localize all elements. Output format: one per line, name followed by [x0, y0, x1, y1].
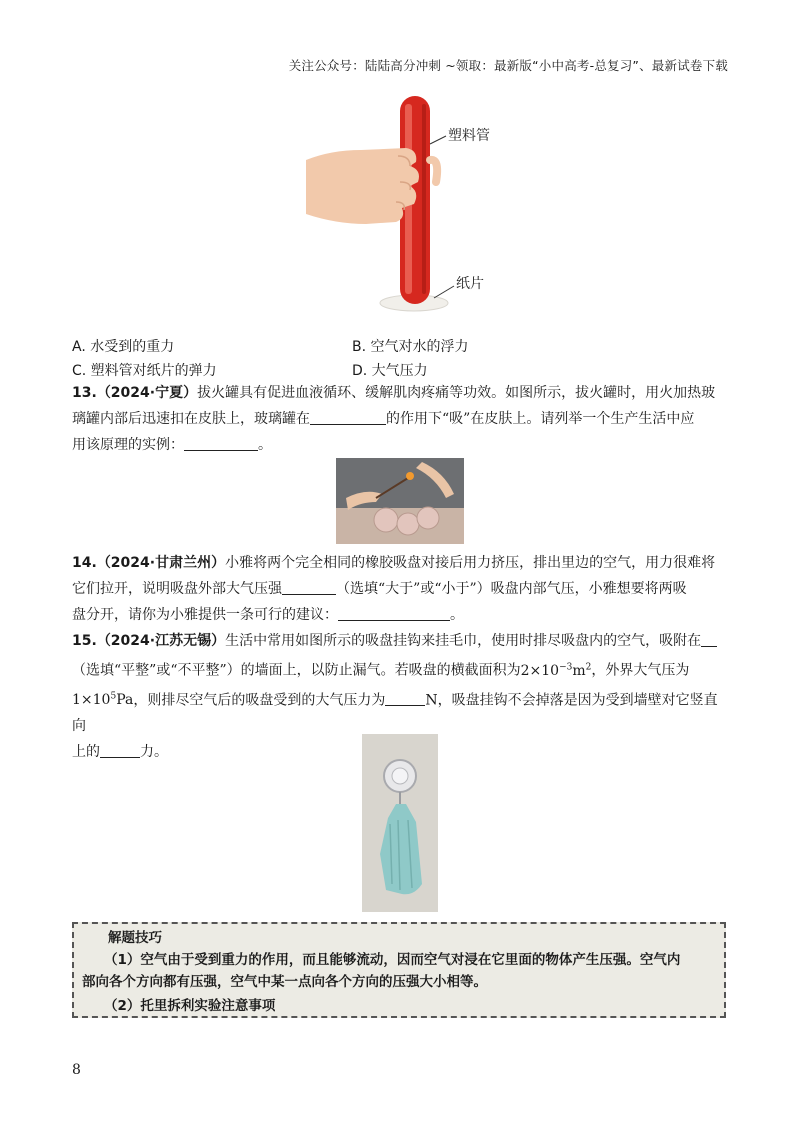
question-text: 用该原理的实例：: [72, 437, 184, 453]
tube-label: 塑料管: [448, 128, 490, 144]
page-number: 8: [72, 1062, 81, 1078]
tips-line-2: 部向各个方向都有压强，空气中某一点向各个方向的压强大小相等。: [82, 974, 487, 990]
question-text: （选填“大于”或“小于”）吸盘内部气压，小雅想要将两吸: [336, 581, 687, 597]
question-number: 15.: [72, 633, 97, 649]
question-14: [72, 550, 728, 628]
option-b: B. 空气对水的浮力: [352, 339, 469, 355]
question-text: 拔火罐具有促进血液循环、缓解肌肉疼痛等功效。如图所示，拔火罐时，用火加热玻: [197, 385, 716, 401]
answer-blank[interactable]: [385, 689, 425, 706]
question-text: 。: [258, 437, 272, 453]
cupping-photo: [336, 458, 464, 544]
question-text: 小雅将两个完全相同的橡胶吸盘对接后用力挤压，排出里边的空气，用力很难将: [225, 555, 716, 571]
question-text: 的作用下“吸”在皮肤上。请列举一个生产生活中应: [386, 411, 695, 427]
solution-tips-box: [72, 922, 726, 1018]
area-value: $2\times 10^{-3}m^2$: [520, 662, 592, 679]
option-a: A. 水受到的重力: [72, 339, 175, 355]
question-text: 璃罐内部后迅速扣在皮肤上，玻璃罐在: [72, 411, 310, 427]
question-source: （2024·宁夏）: [96, 385, 198, 401]
question-number: 13.: [72, 385, 97, 401]
pressure-value: $1\times 10^5Pa$: [72, 691, 134, 709]
suction-hook-photo: [362, 734, 438, 912]
question-source: （2024·甘肃兰州）: [96, 555, 226, 571]
option-d: D. 大气压力: [352, 363, 428, 379]
page-header: 关注公众号：陆陆高分冲刺 ~领取：最新版“小中高考-总复习”、最新试卷下载: [288, 58, 728, 73]
option-c: C. 塑料管对纸片的弹力: [72, 363, 217, 379]
question-text: 它们拉开，说明吸盘外部大气压强: [72, 581, 282, 597]
question-text: 上的: [72, 744, 100, 761]
plastic-tube-figure: [306, 90, 510, 318]
question-source: （2024·江苏无锡）: [96, 633, 226, 649]
question-text: 生活中常用如图所示的吸盘挂钩来挂毛巾，使用时排尽吸盘内的空气，吸附在: [225, 633, 702, 649]
question-text: 力。: [140, 744, 168, 761]
question-text: ，外界大气压为: [591, 662, 690, 679]
paper-label: 纸片: [456, 276, 484, 292]
question-text: N，吸盘挂钩不会掉落是因为受到墙壁对它竖直向: [72, 692, 718, 735]
answer-blank[interactable]: [100, 741, 140, 758]
question-13: [72, 380, 728, 458]
answer-blank[interactable]: [310, 408, 386, 425]
answer-blank[interactable]: [338, 604, 450, 621]
answer-blank[interactable]: [282, 578, 336, 595]
tips-line-3: （2）托里拆利实验注意事项: [104, 998, 276, 1014]
answer-blank[interactable]: [184, 434, 258, 451]
tips-line-1: （1）空气由于受到重力的作用，而且能够流动，因而空气对浸在它里面的物体产生压强。空气内: [104, 952, 681, 968]
question-text: （选填“平整”或“不平整”）的墙面上，以防止漏气。若吸盘的横截面积为: [72, 662, 521, 679]
tips-title: 解题技巧: [108, 930, 162, 946]
question-text: 盘分开，请你为小雅提供一条可行的建议：: [72, 607, 338, 623]
question-text: ，则排尽空气后的吸盘受到的大气压力为: [133, 692, 386, 709]
question-number: 14.: [72, 555, 97, 571]
question-text: 。: [450, 607, 464, 623]
answer-blank[interactable]: [701, 630, 717, 647]
